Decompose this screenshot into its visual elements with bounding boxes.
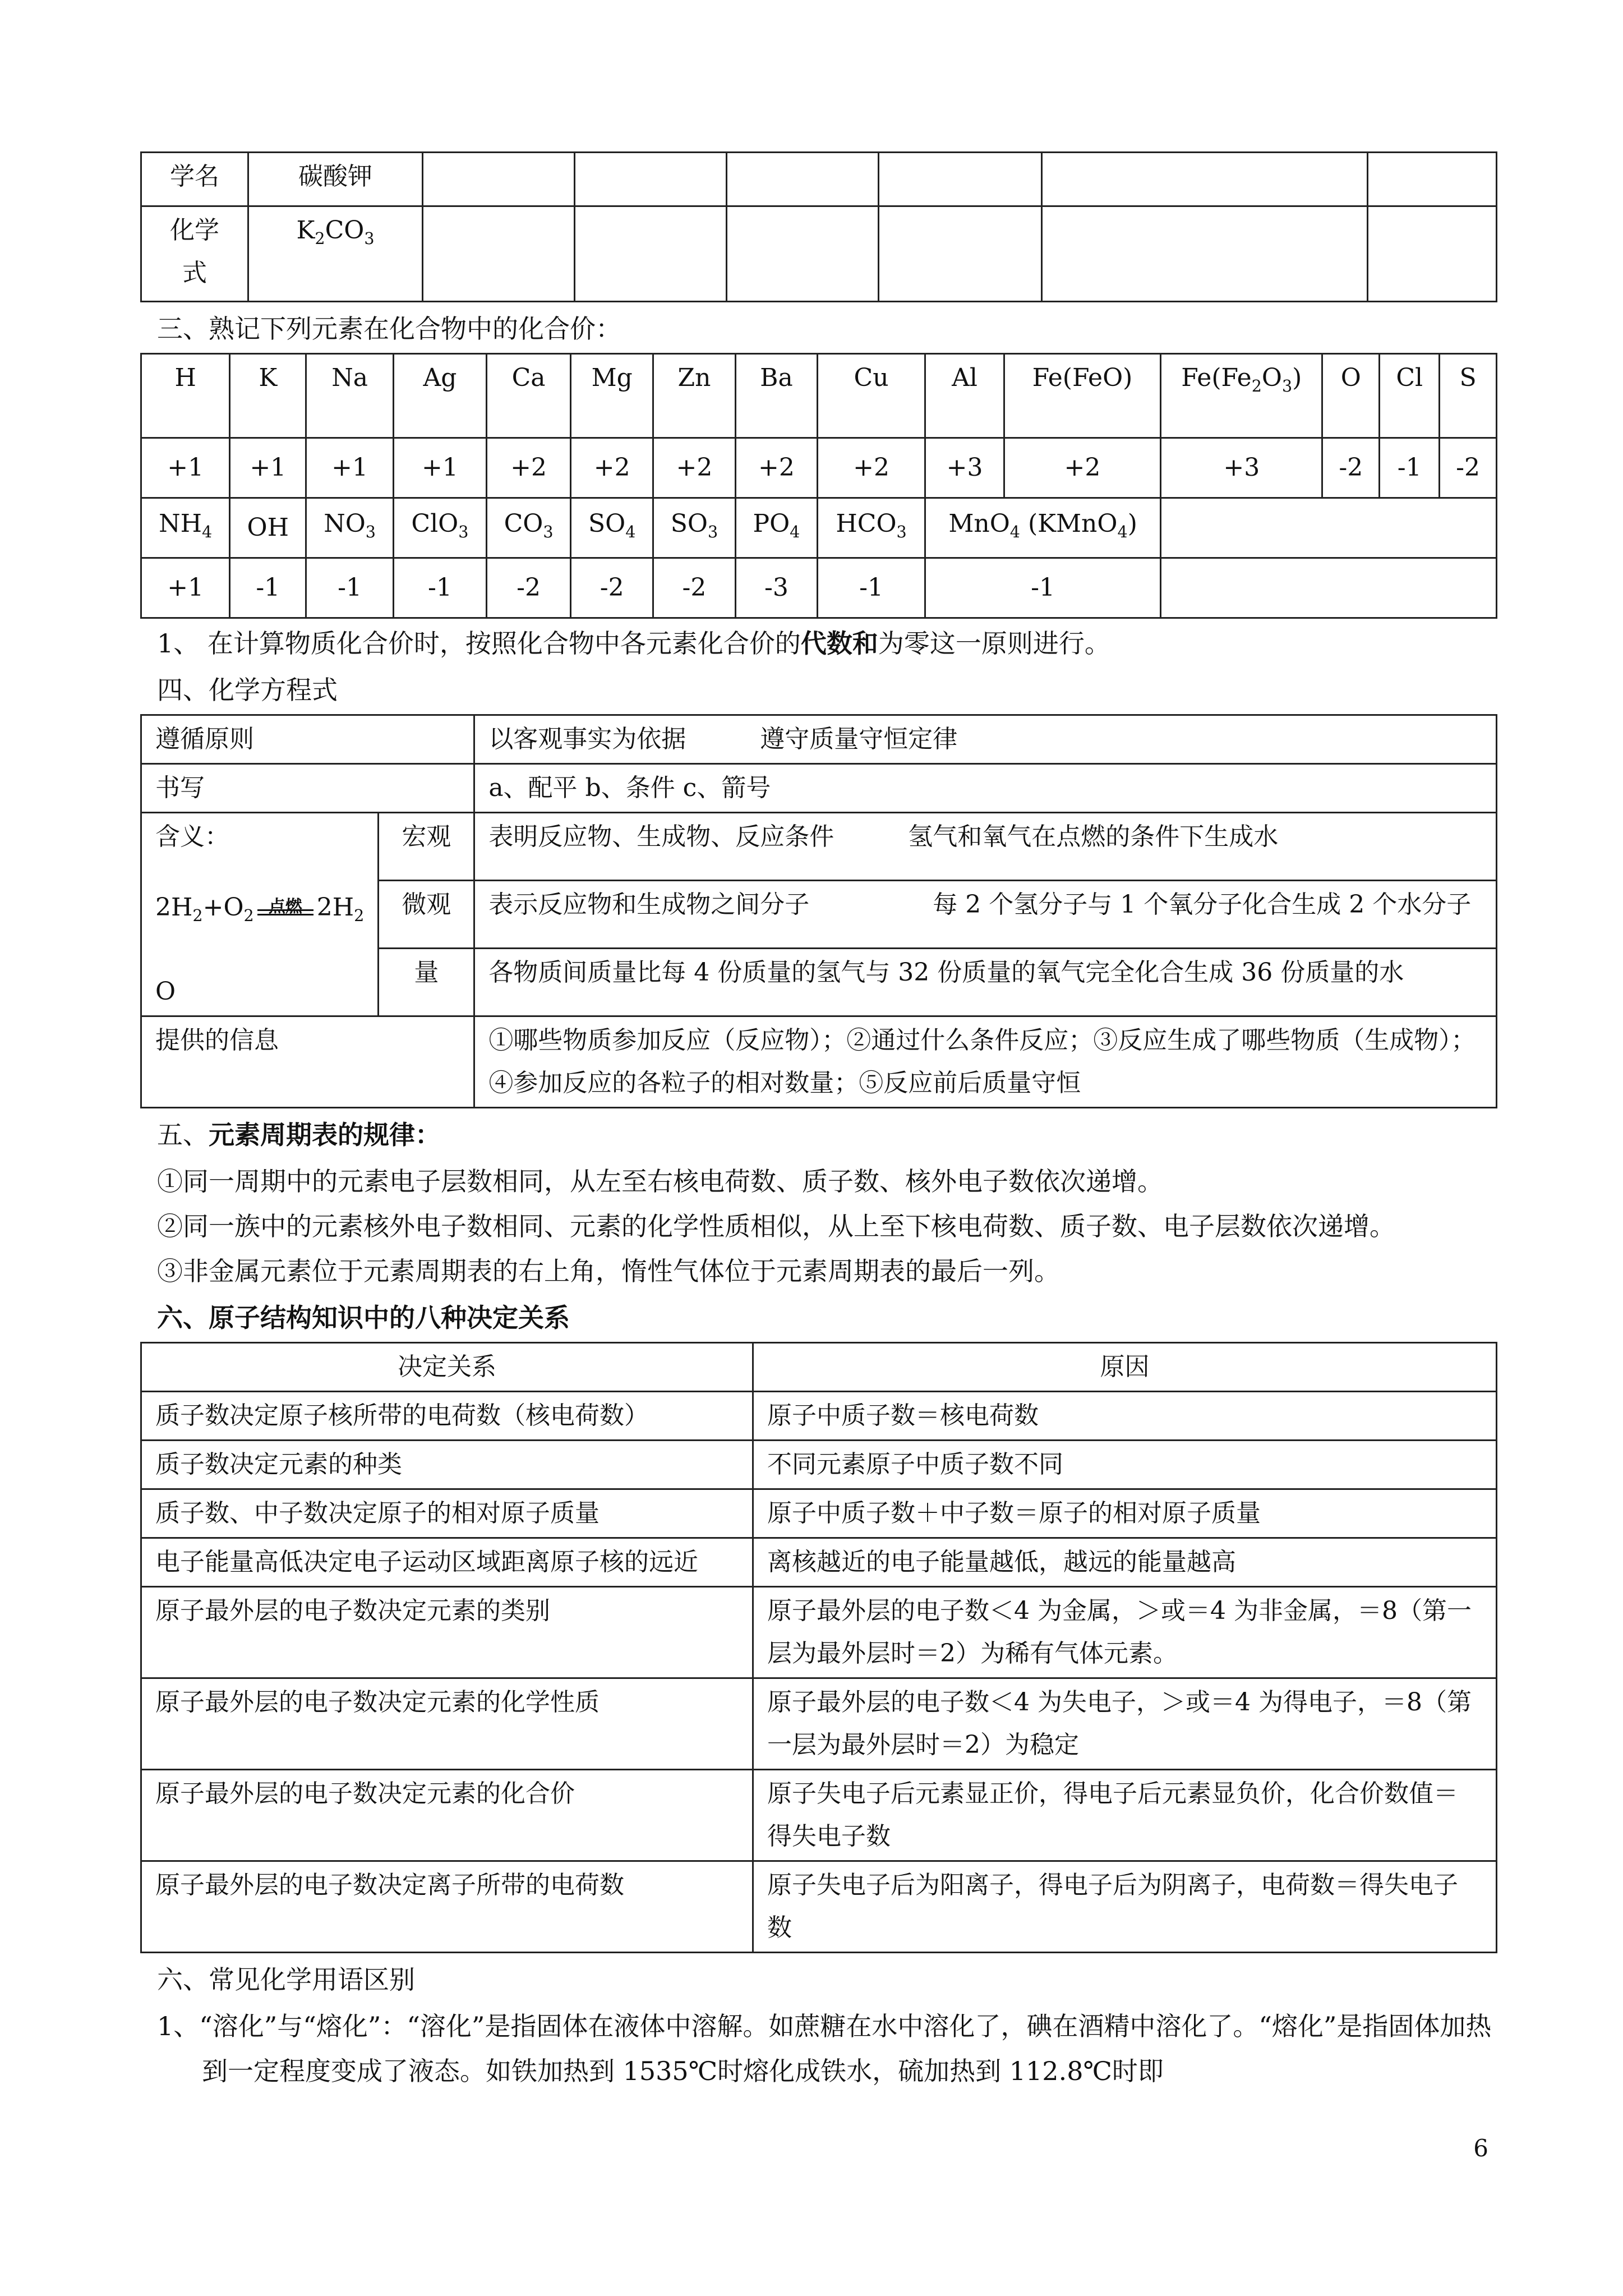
value-cell: +1 [306, 438, 394, 498]
formula-cell [248, 206, 423, 302]
value-cell: +2 [653, 438, 736, 498]
condition-arrow [257, 898, 313, 921]
element-cell: Ag [394, 354, 487, 438]
table-cell: 质子数决定原子核所带的电荷数（核电荷数） [141, 1391, 753, 1440]
note-text [140, 621, 1497, 666]
table-cell: 各物质间质量比每 4 份质量的氢气与 32 份质量的氧气完全化合生成 36 份质量的水 [474, 948, 1497, 1016]
section-heading [140, 1111, 1497, 1159]
element-cell: Ba [735, 354, 817, 438]
table-cell [141, 206, 248, 302]
table-cell: 学名 [141, 153, 248, 206]
table-cell: 宏观 [379, 813, 474, 881]
note-post: 为零这一原则进行。 [878, 628, 1110, 659]
table-cell [727, 153, 879, 206]
table-cell: 书写 [141, 764, 474, 813]
table-cell: 原子最外层的电子数决定元素的化学性质 [141, 1678, 753, 1769]
table-cell [575, 206, 727, 302]
table-cell [1368, 206, 1497, 302]
table-cell: 原子失电子后元素显正价，得电子后元素显负价，化合价数值＝得失电子数 [753, 1769, 1497, 1861]
table-cell: 原子最外层的电子数＜4 为失电子，＞或＝4 为得电子，＝8（第一层为最外层时＝2）为稳定 [753, 1678, 1497, 1769]
table-cell [1161, 498, 1497, 558]
section-heading: 四、化学方程式 [157, 675, 338, 705]
group-cell: $CO_3$ [486, 498, 571, 558]
table-cell [1042, 206, 1368, 302]
group-cell: ClO$_3$ [394, 498, 487, 558]
table-cell: 量 [379, 948, 474, 1016]
table-cell [423, 153, 575, 206]
table-cell: 原子中质子数＋中子数＝原子的相对原子质量 [753, 1489, 1497, 1538]
group-cell: $SO_4$ [571, 498, 653, 558]
table-cell: 碳酸钾 [248, 153, 423, 206]
table-cell: 微观 [379, 880, 474, 948]
group-value-cell: -3 [735, 558, 817, 618]
table-cell: 原子最外层的电子数决定离子所带的电荷数 [141, 1861, 753, 1952]
relations-table [140, 1342, 1497, 1953]
element-cell: Fe(FeO) [1004, 354, 1160, 438]
table-cell: 原子中质子数＝核电荷数 [753, 1391, 1497, 1440]
group-value-cell: -1 [925, 558, 1161, 618]
label-text: 式 [182, 259, 207, 287]
equation-table [140, 714, 1497, 1108]
formula-sub: 3 [364, 228, 375, 248]
element-cell: Na [306, 354, 394, 438]
table-cell: 表示反应物和生成物之间分子 每 2 个氢分子与 1 个氧分子化合生成 2 个水分子 [474, 880, 1497, 948]
table-row [141, 1391, 1497, 1440]
table-row [141, 1538, 1497, 1586]
table-cell: 原子最外层的电子数决定元素的化合价 [141, 1769, 753, 1861]
heading-bold: 元素周期表的规律： [209, 1119, 441, 1150]
table-cell: 电子能量高低决定电子运动区域距离原子核的远近 [141, 1538, 753, 1586]
table-cell [879, 206, 1042, 302]
value-cell: -2 [1440, 438, 1497, 498]
table-cell: 提供的信息 [141, 1016, 474, 1107]
group-value-cell: -2 [653, 558, 736, 618]
table-cell: 离核越近的电子能量越低，越远的能量越高 [753, 1538, 1497, 1586]
table-cell: 表明反应物、生成物、反应条件 氢气和氧气在点燃的条件下生成水 [474, 813, 1497, 881]
table-header: 决定关系 [141, 1342, 753, 1391]
formula-sub: 2 [315, 228, 325, 248]
note-bold: 代数和 [800, 628, 878, 659]
table-cell [879, 153, 1042, 206]
table-cell [1042, 153, 1368, 206]
label-text: 化学 [170, 216, 219, 245]
group-value-cell: +1 [141, 558, 230, 618]
table-row [141, 1586, 1497, 1678]
group-value-cell: -1 [230, 558, 306, 618]
list-item: ③非金属元素位于元素周期表的右上角，惰性气体位于元素周期表的最后一列。 [157, 1255, 1060, 1286]
table-cell: 不同元素原子中质子数不同 [753, 1440, 1497, 1489]
equation-text: O [155, 977, 176, 1006]
value-cell: +2 [486, 438, 571, 498]
value-cell: +2 [1004, 438, 1160, 498]
table-cell [1161, 558, 1497, 618]
group-value-cell: -2 [571, 558, 653, 618]
group-cell: $HCO_3$ [818, 498, 925, 558]
table-cell: 质子数、中子数决定原子的相对原子质量 [141, 1489, 753, 1538]
value-cell: +1 [394, 438, 487, 498]
group-value-cell: -1 [818, 558, 925, 618]
element-cell: Mg [571, 354, 653, 438]
table-row [141, 1440, 1497, 1489]
valence-table [140, 353, 1497, 619]
element-cell: Cl [1380, 354, 1440, 438]
value-cell: +1 [141, 438, 230, 498]
note-pre: 1、 在计算物质化合价时，按照化合物中各元素化合价的 [157, 628, 801, 659]
group-cell: $NO_3$ [306, 498, 394, 558]
section-heading: 六、常见化学用语区别 [157, 1964, 415, 1995]
element-cell: Cu [818, 354, 925, 438]
group-cell: OH [230, 498, 306, 558]
formula-text: CO [325, 216, 365, 245]
table-row [141, 1678, 1497, 1769]
value-cell: +3 [925, 438, 1004, 498]
value-cell: +1 [230, 438, 306, 498]
table-cell: 质子数决定元素的种类 [141, 1440, 753, 1489]
meaning-label: 含义： [155, 822, 229, 851]
element-cell: Zn [653, 354, 736, 438]
list-item: ①同一周期中的元素电子层数相同，从左至右核电荷数、质子数、核外电子数依次递增。 [157, 1166, 1163, 1197]
value-cell: -2 [1322, 438, 1380, 498]
table-cell: 以客观事实为依据 遵守质量守恒定律 [474, 715, 1497, 764]
table-row [141, 1861, 1497, 1952]
group-cell: $NH_4$ [141, 498, 230, 558]
value-cell: -1 [1380, 438, 1440, 498]
page-number: 6 [1473, 2134, 1488, 2162]
group-cell: $SO_3$ [653, 498, 736, 558]
group-value-cell: -2 [486, 558, 571, 618]
element-cell: H [141, 354, 230, 438]
equation-text: $2H_2+O_2$ 点燃 $2H_2$ [155, 886, 364, 937]
value-cell: +3 [1161, 438, 1322, 498]
value-cell: +2 [735, 438, 817, 498]
table-row [141, 1489, 1497, 1538]
section-heading: 三、熟记下列元素在化合物中的化合价： [157, 314, 621, 344]
value-cell: +2 [571, 438, 653, 498]
table-row [141, 1769, 1497, 1861]
section-heading: 六、原子结构知识中的八种决定关系 [157, 1302, 570, 1333]
table-cell: 遵循原则 [141, 715, 474, 764]
formula-text: K [296, 216, 315, 245]
list-item: ②同一族中的元素核外电子数相同、元素的化学性质相似，从上至下核电荷数、质子数、电子层数依次递增。 [157, 1211, 1395, 1241]
element-cell: $Fe(Fe_2O_3)$ [1161, 354, 1322, 438]
element-cell: K [230, 354, 306, 438]
table-cell [575, 153, 727, 206]
group-cell: $PO_4$ [735, 498, 817, 558]
group-cell: MnO$_4$ (KMnO$_4$) [925, 498, 1161, 558]
table-cell: a、配平 b、条件 c、箭号 [474, 764, 1497, 813]
group-value-cell: -1 [394, 558, 487, 618]
table-cell [1368, 153, 1497, 206]
element-cell: O [1322, 354, 1380, 438]
table-header: 原因 [753, 1342, 1497, 1391]
element-cell: S [1440, 354, 1497, 438]
heading-prefix: 五、 [157, 1119, 209, 1150]
meaning-cell [141, 813, 379, 1016]
element-cell: Al [925, 354, 1004, 438]
group-value-cell: -1 [306, 558, 394, 618]
table-cell: 原子最外层的电子数决定元素的类别 [141, 1586, 753, 1678]
body-paragraph: 1、“溶化”与“熔化”：“溶化”是指固体在液体中溶解。如蔗糖在水中溶化了，碘在酒精中溶化了。“熔化”是指固体加热到一定程度变成了液态。如铁加热到 1535℃时熔化成铁水，硫加热到 112.8℃时即 [157, 2010, 1492, 2086]
table-cell: 原子最外层的电子数＜4 为金属，＞或＝4 为非金属，＝8（第一层为最外层时＝2）为稀有气体元素。 [753, 1586, 1497, 1678]
table-cell: ①哪些物质参加反应（反应物）；②通过什么条件反应；③反应生成了哪些物质（生成物）；④参加反应的各粒子的相对数量；⑤反应前后质量守恒 [474, 1016, 1497, 1107]
table-cell [423, 206, 575, 302]
element-cell: Ca [486, 354, 571, 438]
document-page [140, 151, 1497, 2093]
table-cell [727, 206, 879, 302]
compound-name-table [140, 151, 1497, 302]
value-cell: +2 [818, 438, 925, 498]
condition-label: 点燃 [268, 896, 302, 917]
table-cell: 原子失电子后为阳离子，得电子后为阴离子，电荷数＝得失电子数 [753, 1861, 1497, 1952]
